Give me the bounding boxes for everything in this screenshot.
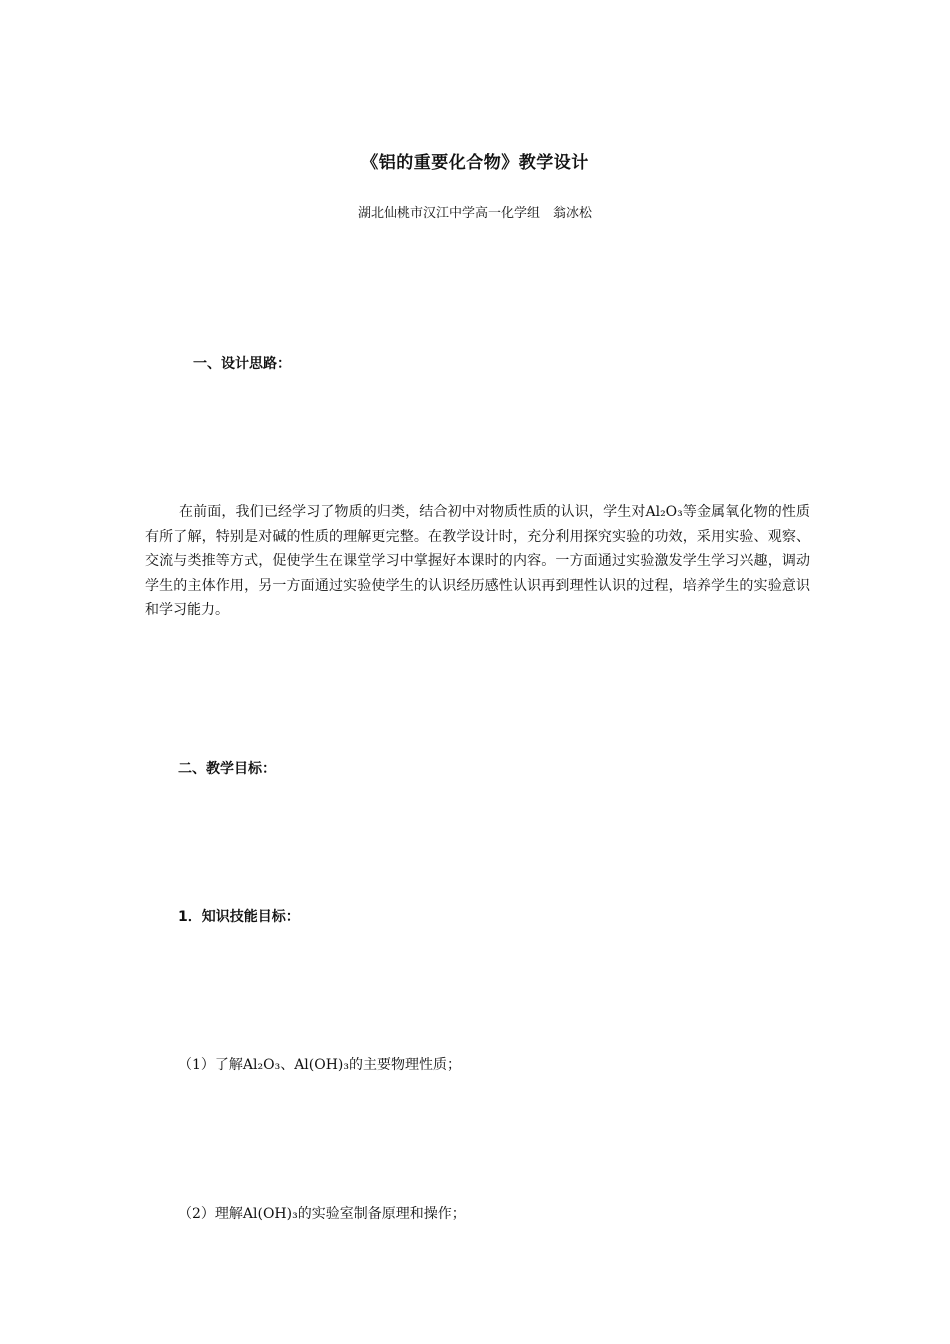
document-title: 《铝的重要化合物》教学设计 [361,153,589,173]
section-heading-teaching-goals: 二、教学目标： [178,761,276,777]
section-heading-design-idea: 一、设计思路： [193,356,291,372]
subheading-knowledge-skill-goals: 1．知识技能目标： [178,909,300,925]
goal-item: （2）理解Al(OH)₃的实验室制备原理和操作； [178,1206,466,1222]
goal-item: （1）了解Al₂O₃、Al(OH)₃的主要物理性质； [178,1057,462,1073]
author-line: 湖北仙桃市汉江中学高一化学组 翁冰松 [357,206,592,221]
design-idea-paragraph: 在前面，我们已经学习了物质的归类，结合初中对物质性质的认识，学生对Al₂O₃等金属氧化物的性质有所了解，特别是对碱的性质的理解更完整。在教学设计时，充分利用探究实验的功效，采用实验、观察、交流与类推等方式，促使学生在课堂学习中掌握好本课时的内容。一方面通过实验激发学生学习兴趣，调动学生的主体作用，另一方面通过实验使学生的认识经历感性认识再到理性认识的过程，培养学生的实验意识和学习能力。 [145,504,810,618]
